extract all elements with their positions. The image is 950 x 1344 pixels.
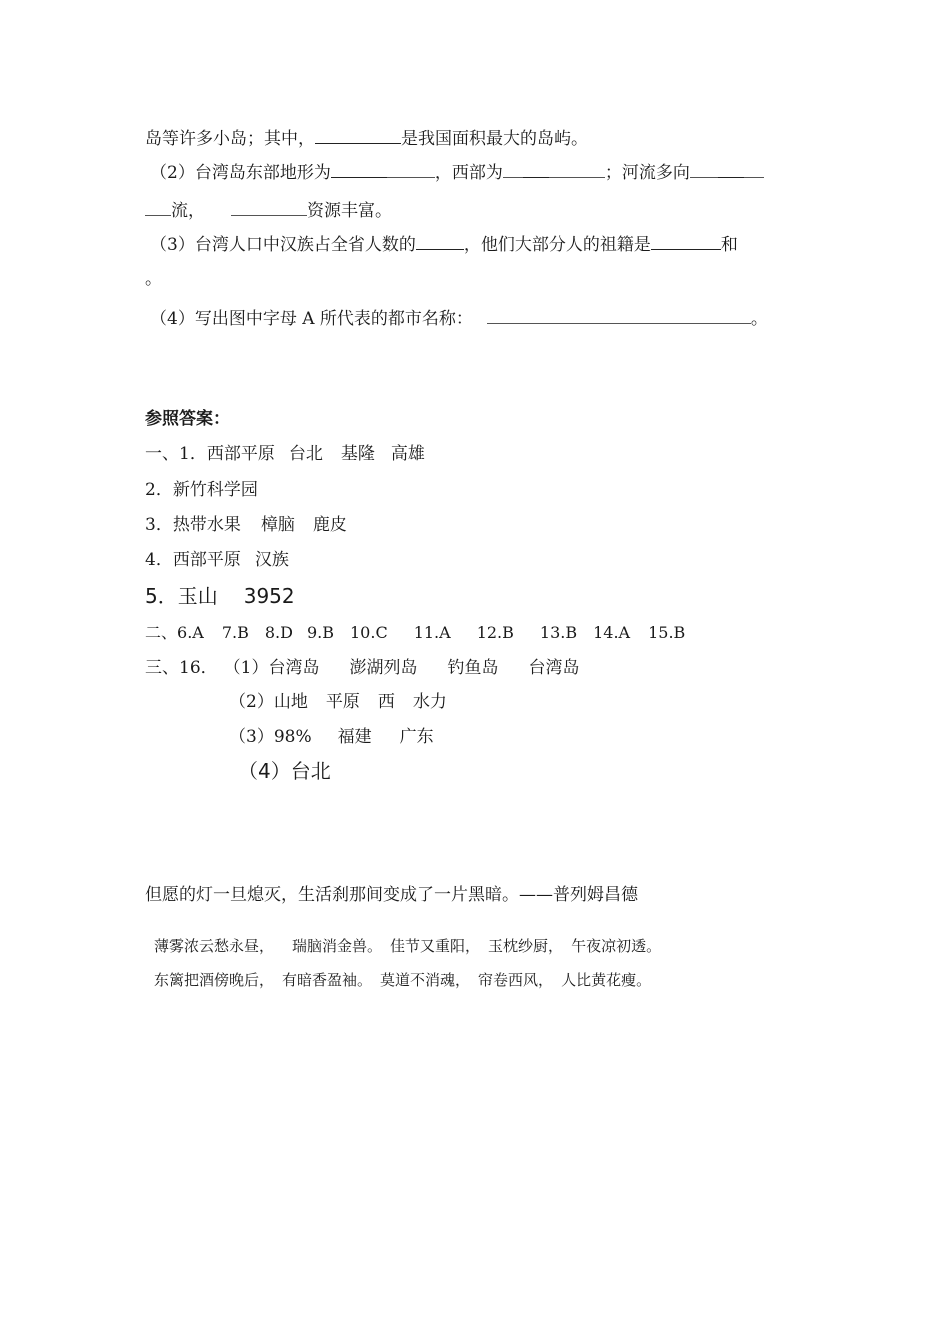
q2-text-b: ，西部为 <box>434 163 503 183</box>
answer-blank <box>231 200 307 216</box>
answer-item: 7.B <box>221 623 249 642</box>
answer-line-7 <box>145 657 579 679</box>
answer-prefix: 一、1． <box>145 444 207 464</box>
question-line-6 <box>150 308 768 330</box>
poem-phrase: 有暗香盈袖。 <box>282 971 373 989</box>
answer-item: 玉山 <box>177 584 218 608</box>
poem-phrase: 莫道不消魂， <box>380 971 471 989</box>
answer-prefix: 4． <box>145 550 173 570</box>
answer-item: 台湾岛 <box>528 658 580 678</box>
answers-heading: 参照答案： <box>145 409 230 429</box>
q2-text-a: （2）台湾岛东部地形为 <box>150 163 331 183</box>
q5-text: 。 <box>145 269 162 289</box>
answer-blank <box>651 234 721 250</box>
answer-prefix: 三、16． <box>145 658 218 678</box>
answer-item: 13.B <box>539 623 578 642</box>
q6-text-b: 。 <box>750 309 768 329</box>
answer-blank <box>416 234 464 250</box>
q3-text-a: 流， <box>171 201 205 221</box>
answer-item: 福建 <box>337 727 372 747</box>
answer-blank <box>718 162 744 178</box>
answer-blank <box>387 162 435 178</box>
answer-item: 8.D <box>264 623 293 642</box>
answer-item: 12.B <box>476 623 514 642</box>
answer-item: （4）台北 <box>238 759 331 783</box>
answer-blank <box>315 128 401 144</box>
poem-phrase: 午夜凉初透。 <box>571 937 662 955</box>
answer-blank <box>744 162 764 178</box>
answer-item: 西 <box>377 692 395 712</box>
q3-text-b: 资源丰富。 <box>307 201 392 221</box>
poem-phrase: 帘卷西风， <box>478 971 554 989</box>
answer-item: 10.C <box>350 623 388 642</box>
answer-item: 澎湖列岛 <box>349 658 418 678</box>
q4-text-a: （3）台湾人口中汉族占全省人数的 <box>150 235 416 255</box>
answer-item: 15.B <box>648 623 686 642</box>
answer-line-8 <box>229 691 447 713</box>
answer-line-2 <box>145 479 258 501</box>
answer-item: 11.A <box>413 623 451 642</box>
poem-line-1 <box>154 935 661 957</box>
q2-text-c: ；河流多向 <box>604 163 690 183</box>
answer-blank <box>549 162 605 178</box>
answer-item: 水力 <box>412 692 447 712</box>
answer-item: 6.A <box>177 623 204 642</box>
answer-blank <box>145 200 171 216</box>
answer-item: 3952 <box>243 584 295 608</box>
answer-line-9 <box>229 726 434 748</box>
answer-item: 鹿皮 <box>312 515 347 535</box>
answer-blank <box>503 162 523 178</box>
answer-item: 平原 <box>325 692 360 712</box>
answer-item: 西部平原 <box>206 444 275 464</box>
answer-item: 基隆 <box>340 444 375 464</box>
answer-blank <box>523 162 549 178</box>
answer-item: 14.A <box>593 623 631 642</box>
poem-phrase: 玉枕纱厨， <box>488 937 564 955</box>
question-line-5 <box>145 268 162 290</box>
answer-prefix: 5． <box>145 584 178 608</box>
q6-text-a: （4）写出图中字母 A 所代表的都市名称： <box>150 309 473 329</box>
answer-prefix: 二、 <box>145 623 178 642</box>
q4-text-c: 和 <box>720 235 738 255</box>
answer-item: （1）台湾岛 <box>223 658 320 678</box>
answer-item: 台北 <box>288 444 323 464</box>
answer-item: 广东 <box>399 727 434 747</box>
answer-prefix: 3． <box>145 515 173 535</box>
answer-item: 高雄 <box>390 444 425 464</box>
answer-item: 樟脑 <box>260 515 295 535</box>
question-line-4 <box>150 234 738 256</box>
answer-item: 热带水果 <box>172 515 241 535</box>
answer-blank <box>487 308 751 324</box>
q1-text-b: 是我国面积最大的岛屿。 <box>401 129 588 149</box>
answer-line-1 <box>145 443 425 465</box>
question-line-2 <box>150 162 764 184</box>
q4-text-b: ，他们大部分人的祖籍是 <box>463 235 651 255</box>
answer-item: （3）98% <box>229 727 312 747</box>
question-line-3 <box>145 200 392 222</box>
answer-line-3 <box>145 514 347 536</box>
quote-line: 但愿的灯一旦熄灭，生活刹那间变成了一片黑暗。——普列姆昌德 <box>145 885 638 905</box>
poem-phrase: 瑞脑消金兽。 <box>292 937 383 955</box>
poem-phrase: 佳节又重阳， <box>390 937 481 955</box>
answer-item: 9.B <box>306 623 334 642</box>
poem-phrase: 人比黄花瘦。 <box>561 971 652 989</box>
poem-phrase: 东篱把酒傍晚后， <box>154 971 275 989</box>
answer-item: 汉族 <box>254 550 289 570</box>
question-line-1 <box>145 128 588 150</box>
poem-line-2 <box>154 969 651 991</box>
answer-item: 西部平原 <box>172 550 241 570</box>
answer-item: 新竹科学园 <box>172 480 258 500</box>
answer-item: 钓鱼岛 <box>447 658 499 678</box>
poem-phrase: 薄雾浓云愁永昼， <box>154 937 275 955</box>
q1-text-a: 岛等许多小岛；其中， <box>145 129 315 149</box>
answer-line-6 <box>145 622 685 644</box>
answer-blank <box>690 162 718 178</box>
answer-line-5 <box>145 585 295 607</box>
answer-item: （2）山地 <box>229 692 308 712</box>
answer-blank <box>331 162 387 178</box>
answer-line-4 <box>145 549 289 571</box>
answer-prefix: 2． <box>145 480 173 500</box>
answer-line-10 <box>238 760 331 782</box>
